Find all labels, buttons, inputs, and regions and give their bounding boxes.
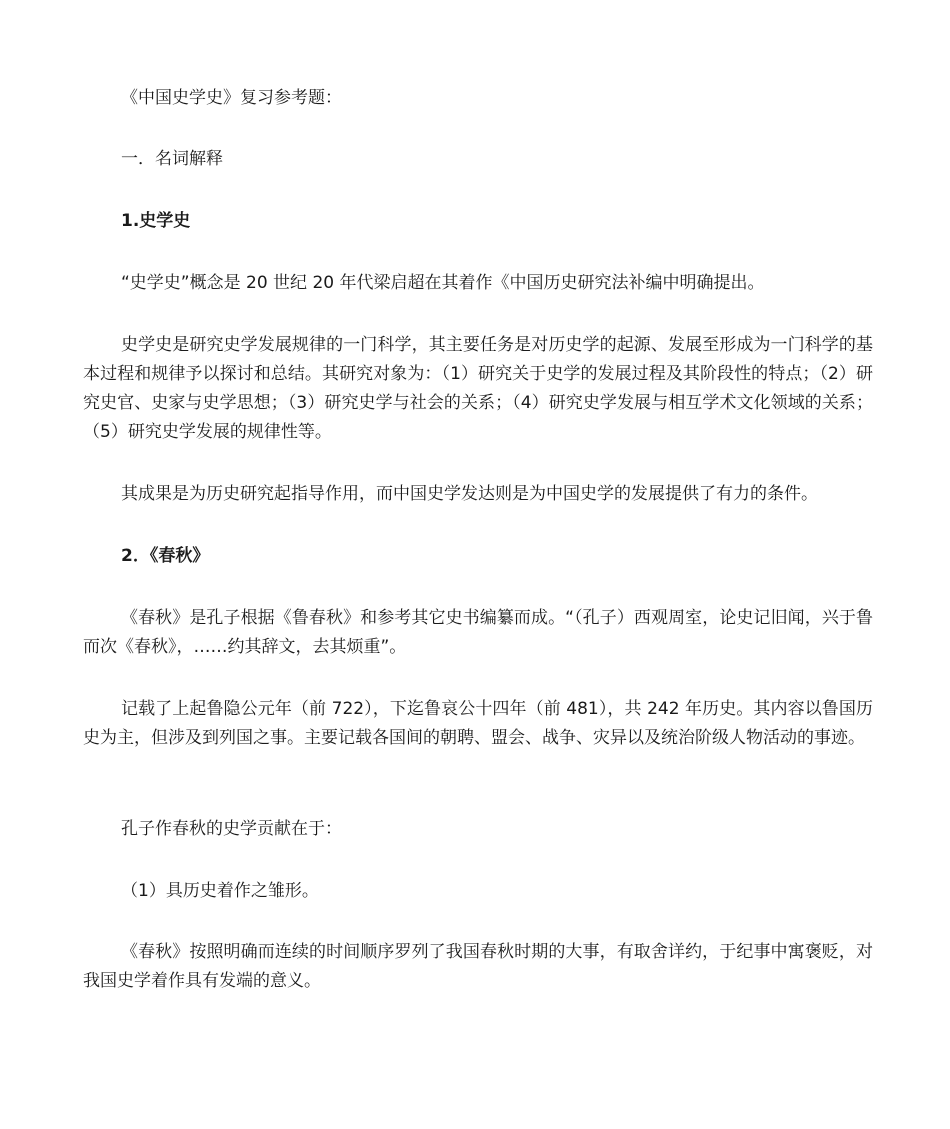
paragraph: “史学史”概念是 20 世纪 20 年代梁启超在其着作《中国历史研究法补编中明确提出。 xyxy=(121,273,765,293)
paragraph: 孔子作春秋的史学贡献在于： xyxy=(121,819,342,839)
paragraph: 《春秋》按照明确而连续的时间顺序罗列了我国春秋时期的大事，有取舍详约，于纪事中寓褒贬，对我国史学着作具有发端的意义。 xyxy=(83,942,873,991)
list-item: （1）具历史着作之雏形。 xyxy=(121,881,319,901)
paragraph: 其成果是为历史研究起指导作用，而中国史学发达则是为中国史学的发展提供了有力的条件。 xyxy=(121,484,818,504)
paragraph: 史学史是研究史学发展规律的一门科学，其主要任务是对历史学的起源、发展至形成为一门科学的基本过程和规律予以探讨和总结。其研究对象为：（1）研究关于史学的发展过程及其阶段性的特点；（2）研究史官、史家与史学思想；（3）研究史学与社会的关系；（4）研究史学发展与相互学术文化领域的关系；（5）研究史学发展的规律性等。 xyxy=(83,335,873,442)
term-heading-chunqiu: 2．《春秋》 xyxy=(121,546,210,566)
term-heading-history-of-historiography: 1.史学史 xyxy=(121,211,191,231)
document-title: 《中国史学史》复习参考题： xyxy=(121,88,342,108)
paragraph: 记载了上起鲁隐公元年（前 722），下迄鲁哀公十四年（前 481），共 242 年历史。其内容以鲁国历史为主，但涉及到列国之事。主要记载各国间的朝聘、盟会、战争、灾异以及统治阶级人物活动的事迹。 xyxy=(83,699,873,748)
paragraph: 《春秋》是孔子根据《鲁春秋》和参考其它史书编纂而成。“（孔子）西观周室，论史记旧闻，兴于鲁而次《春秋》，……约其辞文，去其烦重”。 xyxy=(83,608,873,657)
section-heading: 一．名词解释 xyxy=(121,149,223,169)
